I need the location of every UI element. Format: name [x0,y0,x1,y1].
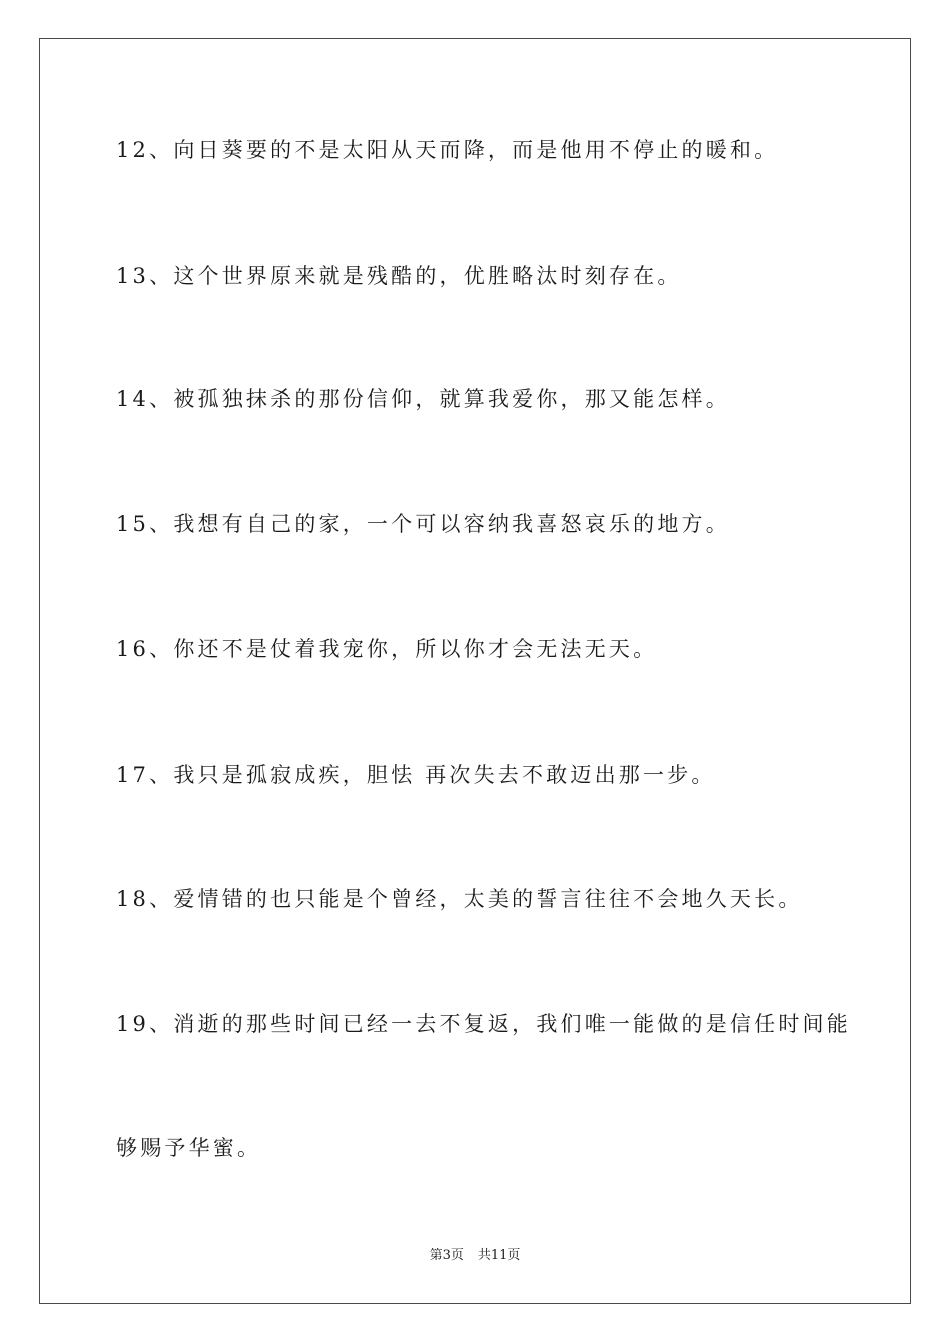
quote-16: 16、你还不是仗着我宠你，所以你才会无法无天。 [116,637,658,661]
quote-15: 15、我想有自己的家，一个可以容纳我喜怒哀乐的地方。 [116,512,730,536]
quote-14: 14、被孤独抹杀的那份信仰，就算我爱你，那又能怎样。 [116,387,730,411]
total-pages: 共11页 [477,1248,521,1263]
quote-17: 17、我只是孤寂成疾，胆怯 再次失去不敢迈出那一步。 [116,763,716,787]
quote-13: 13、这个世界原来就是残酷的，优胜略汰时刻存在。 [116,264,682,288]
page-border [39,38,911,1304]
quote-12: 12、向日葵要的不是太阳从天而降，而是他用不停止的暖和。 [116,138,779,162]
quote-19-continued: 够赐予华蜜。 [116,1136,262,1160]
quote-19: 19、消逝的那些时间已经一去不复返，我们唯一能做的是信任时间能 [116,1012,851,1036]
quote-18: 18、爱情错的也只能是个曾经，太美的誓言往往不会地久天长。 [116,887,803,911]
page-footer [0,1247,950,1265]
page-number: 第3页 [429,1248,464,1263]
